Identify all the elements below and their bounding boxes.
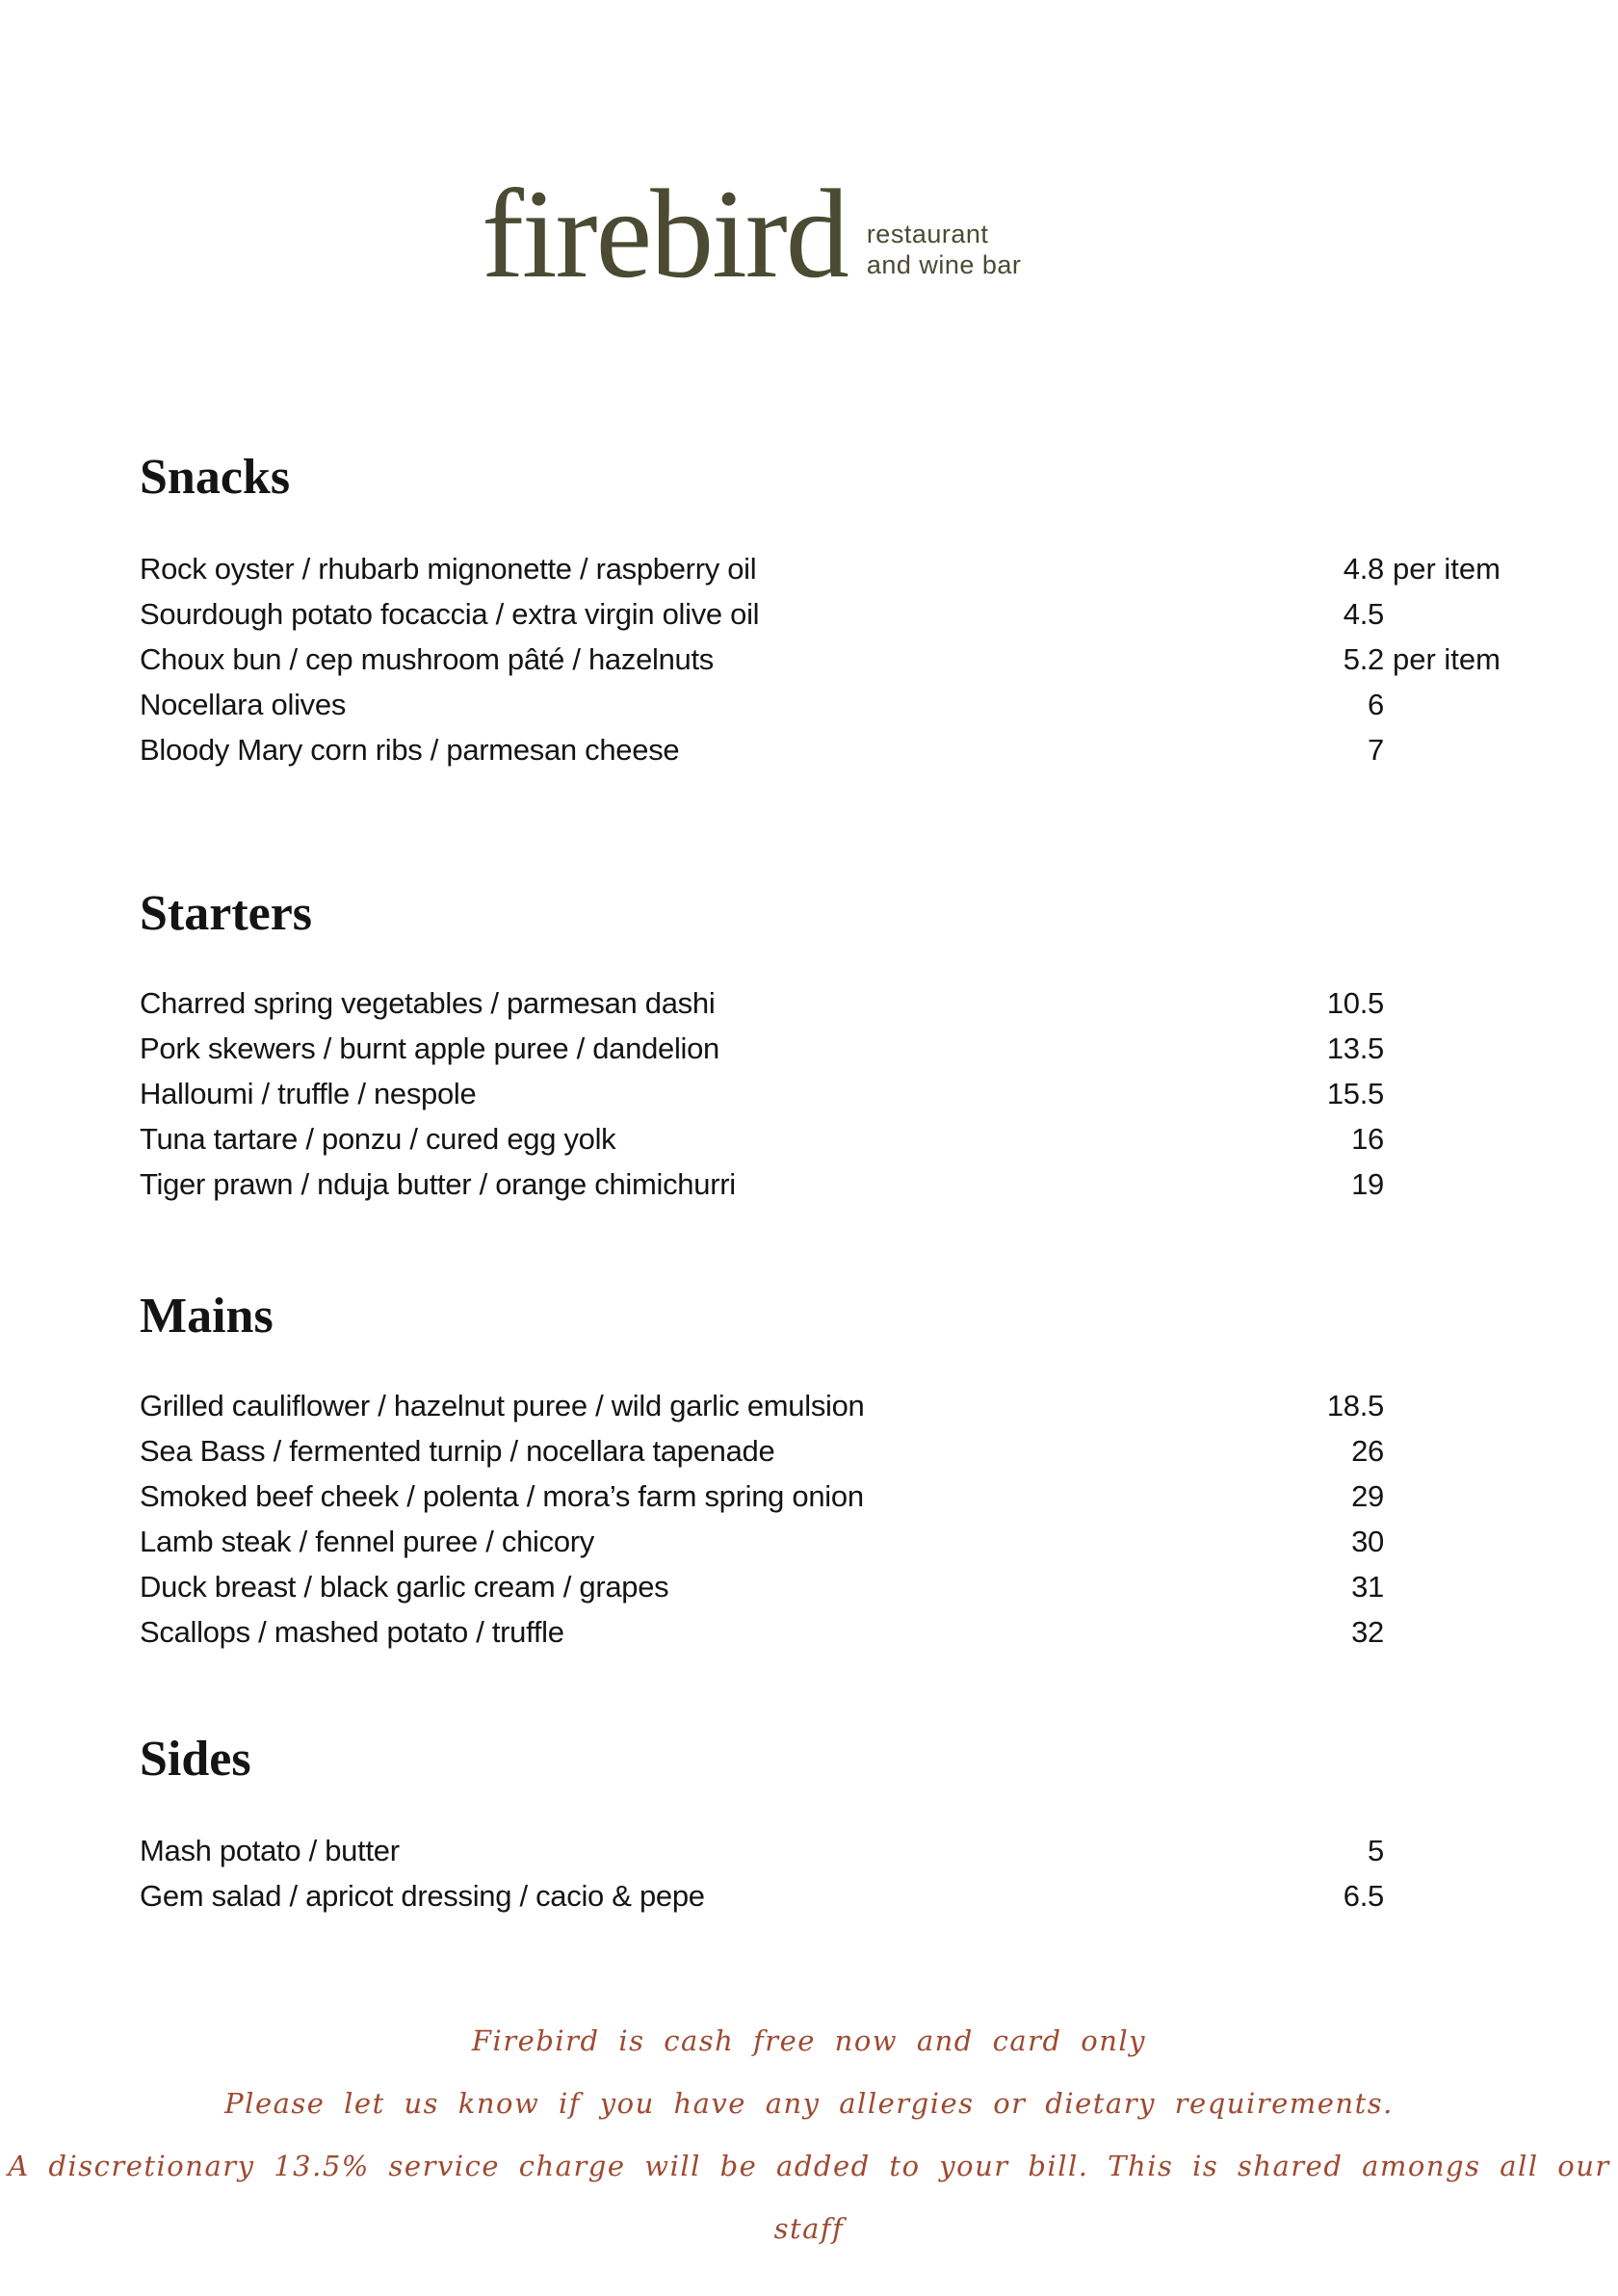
menu-item-name: Scallops / mashed potato / truffle	[140, 1615, 564, 1650]
menu-item-price: 15.5	[1326, 1077, 1384, 1111]
footer-note-cash-free: Firebird is cash free now and card only	[471, 2024, 1147, 2058]
menu-item-price: 6.5	[1343, 1879, 1384, 1914]
menu-item-price: 26	[1351, 1434, 1384, 1469]
menu-item-price: 13.5	[1326, 1031, 1384, 1066]
menu-section-mains	[140, 1289, 1498, 1655]
menu-item-price: 32	[1351, 1615, 1384, 1650]
menu-item-row	[140, 1474, 1498, 1519]
menu-item-price: 30	[1351, 1525, 1384, 1559]
section-rows	[140, 546, 1501, 772]
menu-item-row	[140, 727, 1498, 772]
section-title: Sides	[140, 1732, 251, 1787]
menu-item-price: 31	[1351, 1570, 1384, 1605]
menu-item-name: Pork skewers / burnt apple puree / dandelion	[140, 1031, 720, 1066]
menu-item-price: 10.5	[1326, 986, 1384, 1021]
menu-item-row	[140, 980, 1498, 1026]
menu-item-row	[140, 1564, 1498, 1609]
menu-item-name: Rock oyster / rhubarb mignonette / raspberry oil	[140, 552, 757, 587]
menu-item-name: Mash potato / butter	[140, 1834, 400, 1868]
menu-item-row	[140, 546, 1501, 591]
menu-item-name: Sea Bass / fermented turnip / nocellara tapenade	[140, 1434, 775, 1469]
menu-item-row	[140, 1519, 1498, 1564]
menu-item-price: 29	[1351, 1479, 1384, 1514]
menu-item-price: 5.2	[1343, 642, 1384, 677]
menu-item-name: Halloumi / truffle / nespole	[140, 1077, 477, 1111]
menu-item-name: Tiger prawn / nduja butter / orange chimichurri	[140, 1167, 736, 1202]
logo-tagline-line2: and wine bar	[866, 250, 1022, 280]
menu-item-row	[140, 682, 1498, 727]
menu-item-unit: per item	[1393, 552, 1501, 587]
menu-item-row	[140, 1071, 1498, 1116]
section-title: Snacks	[140, 450, 291, 506]
menu-item-price: 5	[1368, 1834, 1384, 1868]
menu-item-price: 18.5	[1326, 1389, 1384, 1423]
menu-item-name: Choux bun / cep mushroom pâté / hazelnuts	[140, 642, 714, 677]
menu-content	[0, 450, 1618, 1918]
logo-wordmark: firebird	[482, 163, 848, 304]
menu-item-row	[140, 1828, 1498, 1873]
menu-item-name: Tuna tartare / ponzu / cured egg yolk	[140, 1122, 616, 1157]
menu-item-row	[140, 591, 1498, 637]
section-rows	[140, 980, 1498, 1207]
menu-item-row	[140, 637, 1501, 682]
menu-section-snacks	[140, 450, 1501, 772]
menu-item-price: 16	[1351, 1122, 1384, 1157]
menu-item-row	[140, 1383, 1498, 1428]
menu-section-sides	[140, 1732, 1498, 1918]
menu-item-price: 7	[1368, 733, 1384, 768]
menu-item-name: Gem salad / apricot dressing / cacio & pepe	[140, 1879, 705, 1914]
section-rows	[140, 1828, 1498, 1918]
menu-item-name: Bloody Mary corn ribs / parmesan cheese	[140, 733, 680, 768]
menu-item-name: Nocellara olives	[140, 688, 347, 722]
menu-item-name: Smoked beef cheek / polenta / mora’s farm spring onion	[140, 1479, 864, 1514]
menu-item-name: Charred spring vegetables / parmesan dashi	[140, 986, 716, 1021]
menu-sections	[140, 450, 1501, 1918]
menu-item-row	[140, 1116, 1498, 1161]
menu-item-name: Lamb steak / fennel puree / chicory	[140, 1525, 594, 1559]
section-title: Mains	[140, 1289, 274, 1344]
menu-item-name: Duck breast / black garlic cream / grapes	[140, 1570, 669, 1605]
menu-item-price: 4.8	[1343, 552, 1384, 587]
menu-item-name: Sourdough potato focaccia / extra virgin olive oil	[140, 597, 760, 632]
menu-item-price: 19	[1351, 1167, 1384, 1202]
menu-item-row	[140, 1026, 1498, 1071]
section-title: Starters	[140, 886, 313, 942]
menu-item-price: 4.5	[1343, 597, 1384, 632]
menu-item-price: 6	[1368, 688, 1384, 722]
menu-section-starters	[140, 886, 1498, 1207]
logo	[482, 0, 1618, 304]
menu-item-name: Grilled cauliflower / hazelnut puree / wild garlic emulsion	[140, 1389, 865, 1423]
section-rows	[140, 1383, 1498, 1655]
logo-tagline	[867, 219, 1022, 296]
logo-tagline-line1: restaurant	[866, 220, 989, 249]
footer-note-allergies: Please let us know if you have any allergies or dietary requirements.	[224, 2087, 1394, 2121]
menu-item-unit: per item	[1393, 642, 1501, 677]
menu-item-row	[140, 1873, 1498, 1918]
footer-notes	[0, 2010, 1618, 2260]
menu-item-row	[140, 1428, 1498, 1474]
menu-item-row	[140, 1609, 1498, 1655]
menu-item-row	[140, 1161, 1498, 1207]
footer-note-service-charge: A discretionary 13.5% service charge will be added to your bill. This is shared amongs all our staff	[8, 2150, 1610, 2246]
